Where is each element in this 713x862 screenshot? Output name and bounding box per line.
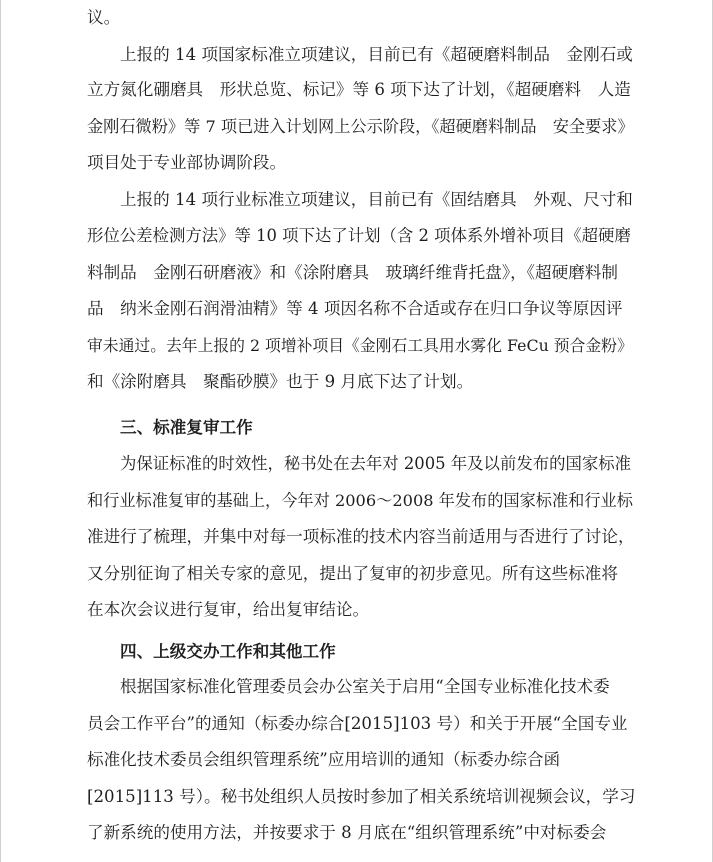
paragraph-line: 又分别征询了相关专家的意见，提出了复审的初步意见。所有这些标准将 [87,564,618,583]
paragraph-line: 和行业标准复审的基础上，今年对 2006～2008 年发布的国家标准和行业标 [87,491,633,510]
paragraph-line: 为保证标准的时效性，秘书处在去年对 2005 年及以前发布的国家标准 [120,454,632,473]
paragraph-line: 金刚石微粉》等 7 项已进入计划网上公示阶段，《超硬磨料制品 安全要求》 [87,117,634,136]
paragraph-line: 形位公差检测方法》等 10 项下达了计划（含 2 项体系外增补项目《超硬磨 [87,226,631,245]
paragraph-line: 员会工作平台”的通知（标委办综合[2015]103 号）和关于开展“全国专业 [87,714,628,733]
paragraph-line: 项目处于专业部协调阶段。 [87,153,287,172]
paragraph-line: 立方氮化硼磨具 形状总览、标记》等 6 项下达了计划，《超硬磨料 人造 [87,80,631,99]
paragraph-line: 根据国家标准化管理委员会办公室关于启用“全国专业标准化技术委 [120,677,610,696]
paragraph-line: 准进行了梳理，并集中对每一项标准的技术内容当前适用与否进行了讨论， [87,527,635,546]
paragraph-line: 品 纳米金刚石润滑油精》等 4 项因名称不合适或存在归口争议等原因评 [87,299,623,318]
paragraph-line: [2015]113 号）。秘书处组织人员按时参加了相关系统培训视频会议，学习 [87,787,636,806]
paragraph-line: 和《涂附磨具 聚酯砂膜》也于 9 月底下达了计划。 [87,372,474,391]
paragraph-line: 标准化技术委员会组织管理系统”应用培训的通知（标委办综合函 [87,750,561,769]
section-heading: 四、上级交办工作和其他工作 [120,641,336,661]
paragraph-line: 在本次会议进行复审，给出复审结论。 [87,600,370,619]
paragraph-line: 上报的 14 项国家标准立项建议，目前已有《超硬磨料制品 金刚石或 [120,45,633,64]
paragraph-line: 审未通过。去年上报的 2 项增补项目《金刚石工具用水雾化 FeCu 预合金粉》 [87,336,633,355]
paragraph-line: 了新系统的使用方法，并按要求于 8 月底在“组织管理系统”中对标委会 [87,823,607,842]
paragraph-line: 上报的 14 项行业标准立项建议，目前已有《固结磨具 外观、尺寸和 [120,190,633,209]
section-heading: 三、标准复审工作 [120,417,253,437]
paragraph-line: 料制品 金刚石研磨液》和《涂附磨具 玻璃纤维背托盘》，《超硬磨料制 [87,263,618,282]
paragraph-line: 议。 [87,8,121,27]
